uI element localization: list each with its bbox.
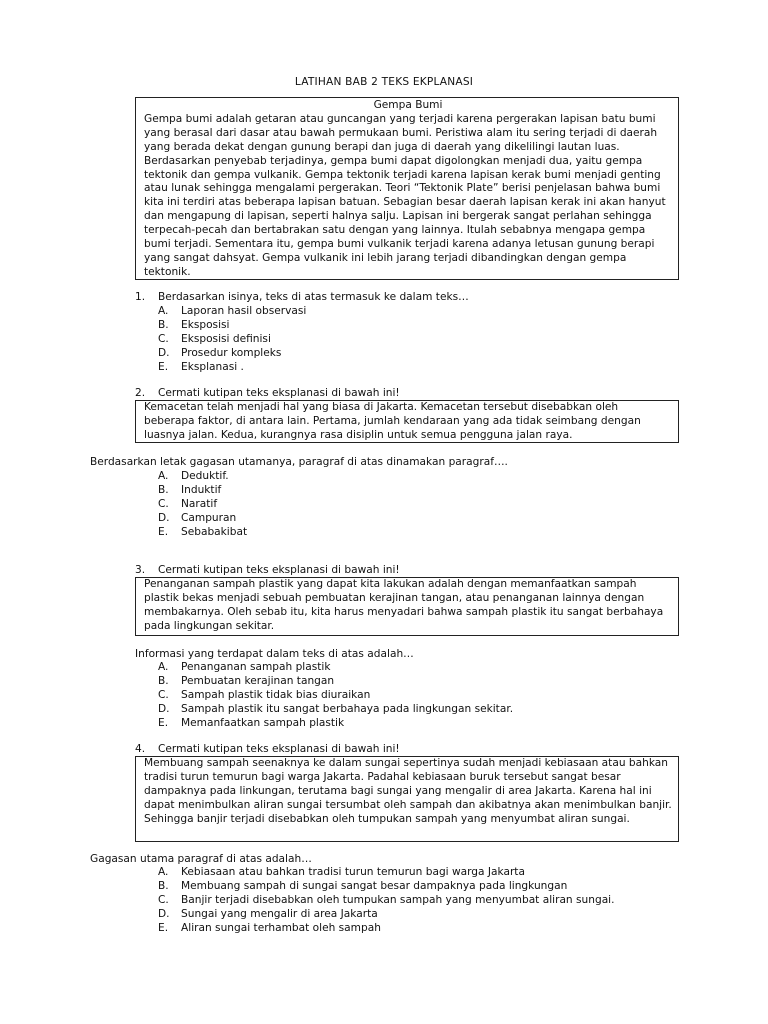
option-b[interactable] (158, 319, 306, 333)
question-4-prompt (135, 743, 400, 757)
option-letter: B. (158, 318, 169, 331)
option-text: Memanfaatkan sampah plastik (181, 716, 345, 729)
option-letter: B. (158, 674, 169, 687)
option-b[interactable] (158, 675, 513, 689)
question-text: Berdasarkan isinya, teks di atas termasuk ke dalam teks… (158, 291, 469, 303)
question-text: Cermati kutipan teks eksplanasi di bawah ini! (158, 564, 400, 576)
option-text: Sebabakibat (181, 525, 248, 538)
question-2-prompt (135, 387, 400, 401)
question-number: 2. (135, 387, 146, 399)
question-text: Cermati kutipan teks eksplanasi di bawah ini! (158, 387, 400, 399)
question-3-options (158, 661, 513, 730)
option-letter: A. (158, 470, 169, 482)
option-text: Prosedur kompleks (181, 346, 282, 359)
option-b[interactable] (158, 880, 615, 894)
excerpt-text: Penanganan sampah plastik yang dapat kita lakukan adalah dengan memanfaatkan sampah plastik bekas menjadi sebuah pembuatan kerajinan tangan, atau penanganan lainnya dengan membakarnya. Oleh sebab itu, kita harus menyadari bahwa sampah plastik itu sangat berbahaya pada lingkungan sekitar. (144, 578, 664, 632)
option-c[interactable] (158, 689, 513, 703)
option-e[interactable] (158, 717, 513, 731)
excerpt-text: Kemacetan telah menjadi hal yang biasa di Jakarta. Kemacetan tersebut disebabkan oleh beberapa faktor, di antara lain. Pertama, jumlah kendaraan yang ada tidak seimbang dengan luasnya jalan. Kedua, kurangnya rasa disiplin untuk semua pengguna jalan raya. (144, 401, 641, 441)
option-text: Eksplanasi . (181, 360, 244, 373)
option-text: Eksposisi (181, 318, 230, 331)
question-2-stem: Berdasarkan letak gagasan utamanya, paragraf di atas dinamakan paragraf…. (90, 456, 508, 468)
option-a[interactable] (158, 661, 513, 675)
option-a[interactable] (158, 866, 615, 880)
option-text: Eksposisi definisi (181, 332, 271, 345)
passage-heading: Gempa Bumi (373, 99, 443, 111)
question-2-excerpt-box (135, 400, 679, 443)
option-letter: D. (158, 907, 170, 920)
question-4-excerpt-box (135, 756, 679, 842)
option-text: Campuran (181, 511, 237, 524)
option-letter: B. (158, 879, 169, 892)
option-b[interactable] (158, 484, 247, 498)
option-e[interactable] (158, 361, 306, 375)
option-text: Induktif (181, 483, 222, 496)
option-text: Aliran sungai terhambat oleh sampah (181, 921, 381, 934)
option-letter: E. (158, 921, 169, 934)
option-text: Sampah plastik itu sangat berbahaya pada lingkungan sekitar. (181, 702, 514, 715)
option-e[interactable] (158, 526, 247, 540)
question-1-options (158, 305, 306, 374)
question-number: 4. (135, 743, 146, 755)
option-d[interactable] (158, 703, 513, 717)
passage-box (135, 97, 679, 280)
option-letter: E. (158, 525, 169, 538)
question-3-excerpt-box (135, 577, 679, 636)
option-letter: D. (158, 702, 170, 715)
option-text: Penanganan sampah plastik (181, 661, 331, 673)
option-letter: D. (158, 346, 170, 359)
option-letter: C. (158, 893, 169, 906)
option-text: Membuang sampah di sungai sangat besar dampaknya pada lingkungan (181, 879, 568, 892)
option-text: Sampah plastik tidak bias diuraikan (181, 688, 371, 701)
option-c[interactable] (158, 333, 306, 347)
option-text: Naratif (181, 497, 218, 510)
option-text: Kebiasaan atau bahkan tradisi turun temurun bagi warga Jakarta (181, 866, 525, 878)
option-letter: E. (158, 360, 169, 373)
option-text: Laporan hasil observasi (181, 305, 307, 317)
option-letter: A. (158, 305, 169, 317)
question-number: 3. (135, 564, 146, 576)
option-letter: C. (158, 332, 169, 345)
option-letter: B. (158, 483, 169, 496)
option-text: Pembuatan kerajinan tangan (181, 674, 335, 687)
question-4-options (158, 866, 615, 935)
option-text: Banjir terjadi disebabkan oleh tumpukan sampah yang menyumbat aliran sungai. (181, 893, 615, 906)
worksheet-title: LATIHAN BAB 2 TEKS EKPLANASI (294, 76, 474, 88)
passage-text: Gempa bumi adalah getaran atau guncangan yang terjadi karena pergerakan lapisan batu bumi yang berasal dari dasar atau bawah permukaan bumi. Peristiwa alam itu sering terjadi di daerah yang berada dekat dengan gunung berapi dan juga di daerah yang dikelilingi lautan luas. Berdasarkan penyebab terjadinya, gempa bumi dapat digolongkan menjadi dua, yaitu gempa tektonik dan gempa vulkanik. Gempa tektonik terjadi karena lapisan kerak bumi menjadi genting atau lunak sehingga mengalami pergerakan. Teori “Tektonik Plate” berisi penjelasan bahwa bumi kita ini terdiri atas beberapa lapisan batuan. Sebagian besar daerah lapisan kerak ini akan hanyut dan mengapung di lapisan, seperti halnya salju. Lapisan ini bergerak sangat perlahan sehingga terpecah-pecah dan bertabrakan satu dengan yang lainnya. Itulah sebabnya mengapa gempa bumi terjadi. Sementara itu, gempa bumi vulkanik terjadi karena adanya letusan gunung berapi yang sangat dahsyat. Gempa vulkanik ini lebih jarang terjadi dibandingkan dengan gempa tektonik. (144, 112, 666, 278)
option-text: Deduktif. (181, 470, 229, 482)
option-letter: C. (158, 497, 169, 510)
option-c[interactable] (158, 498, 247, 512)
option-text: Sungai yang mengalir di area Jakarta (181, 907, 378, 920)
option-e[interactable] (158, 922, 615, 936)
option-a[interactable] (158, 470, 247, 484)
option-d[interactable] (158, 347, 306, 361)
question-1-prompt (135, 291, 469, 305)
option-d[interactable] (158, 908, 615, 922)
excerpt-text: Membuang sampah seenaknya ke dalam sungai sepertinya sudah menjadi kebiasaan atau bahkan tradisi turun temurun bagi warga Jakarta. Padahal kebiasaan buruk tersebut sangat besar dampaknya pada linkungan, terutama bagi sungai yang mengalir di area Jakarta. Karena hal ini dapat menimbulkan aliran sungai tersumbat oleh sampah dan akibatnya akan menimbulkan banjir. Sehingga banjir terjadi disebabkan oleh tumpukan sampah yang menyumbat aliran sungai. (144, 757, 672, 825)
option-letter: C. (158, 688, 169, 701)
option-letter: A. (158, 661, 169, 673)
option-c[interactable] (158, 894, 615, 908)
option-a[interactable] (158, 305, 306, 319)
option-letter: A. (158, 866, 169, 878)
option-letter: E. (158, 716, 169, 729)
question-3-prompt (135, 564, 400, 578)
question-number: 1. (135, 291, 146, 303)
question-3-stem: Informasi yang terdapat dalam teks di atas adalah… (135, 648, 414, 660)
option-letter: D. (158, 511, 170, 524)
option-d[interactable] (158, 512, 247, 526)
question-text: Cermati kutipan teks eksplanasi di bawah ini! (158, 743, 400, 755)
question-4-stem: Gagasan utama paragraf di atas adalah… (90, 853, 312, 865)
question-2-options (158, 470, 247, 539)
